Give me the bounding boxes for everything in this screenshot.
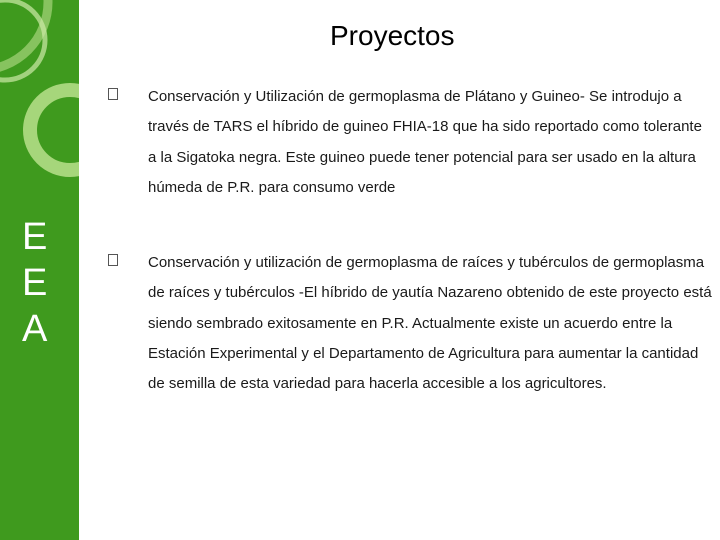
sidebar-letter: A: [22, 308, 48, 350]
sidebar-letter: E: [22, 262, 48, 304]
bullet-text: Conservación y Utilización de germoplasma de Plátano y Guineo- Se introdujo a través de TARS el híbrido de guineo FHIA-18 que ha sido reportado como tolerante a la Sigatoka negra. Este guineo puede tener potencial para ser usado en la altura húmeda de P.R. para consumo verde: [148, 88, 702, 196]
bullet-square-icon: [108, 88, 118, 100]
page-title: Proyectos: [330, 20, 455, 51]
bullet-text: Conservación y utilización de germoplasma de raíces y tubérculos de germoplasma de raíces y tubérculos -El híbrido de yautía Nazareno obtenido de este proyecto está siendo sembrado exitosamente en P.R. Actualmente existe un acuerdo entre la Estación Experimental y el Departamento de Agricultura para aumentar la cantidad de semilla de esta variedad para hacerla accesible a los agricultores.: [148, 254, 712, 393]
bullet-square-icon: [108, 254, 118, 266]
sidebar-letters: [22, 214, 62, 352]
sidebar-letter: E: [22, 216, 48, 258]
sidebar-panel: [0, 0, 79, 540]
decorative-ring-small: [30, 90, 79, 170]
